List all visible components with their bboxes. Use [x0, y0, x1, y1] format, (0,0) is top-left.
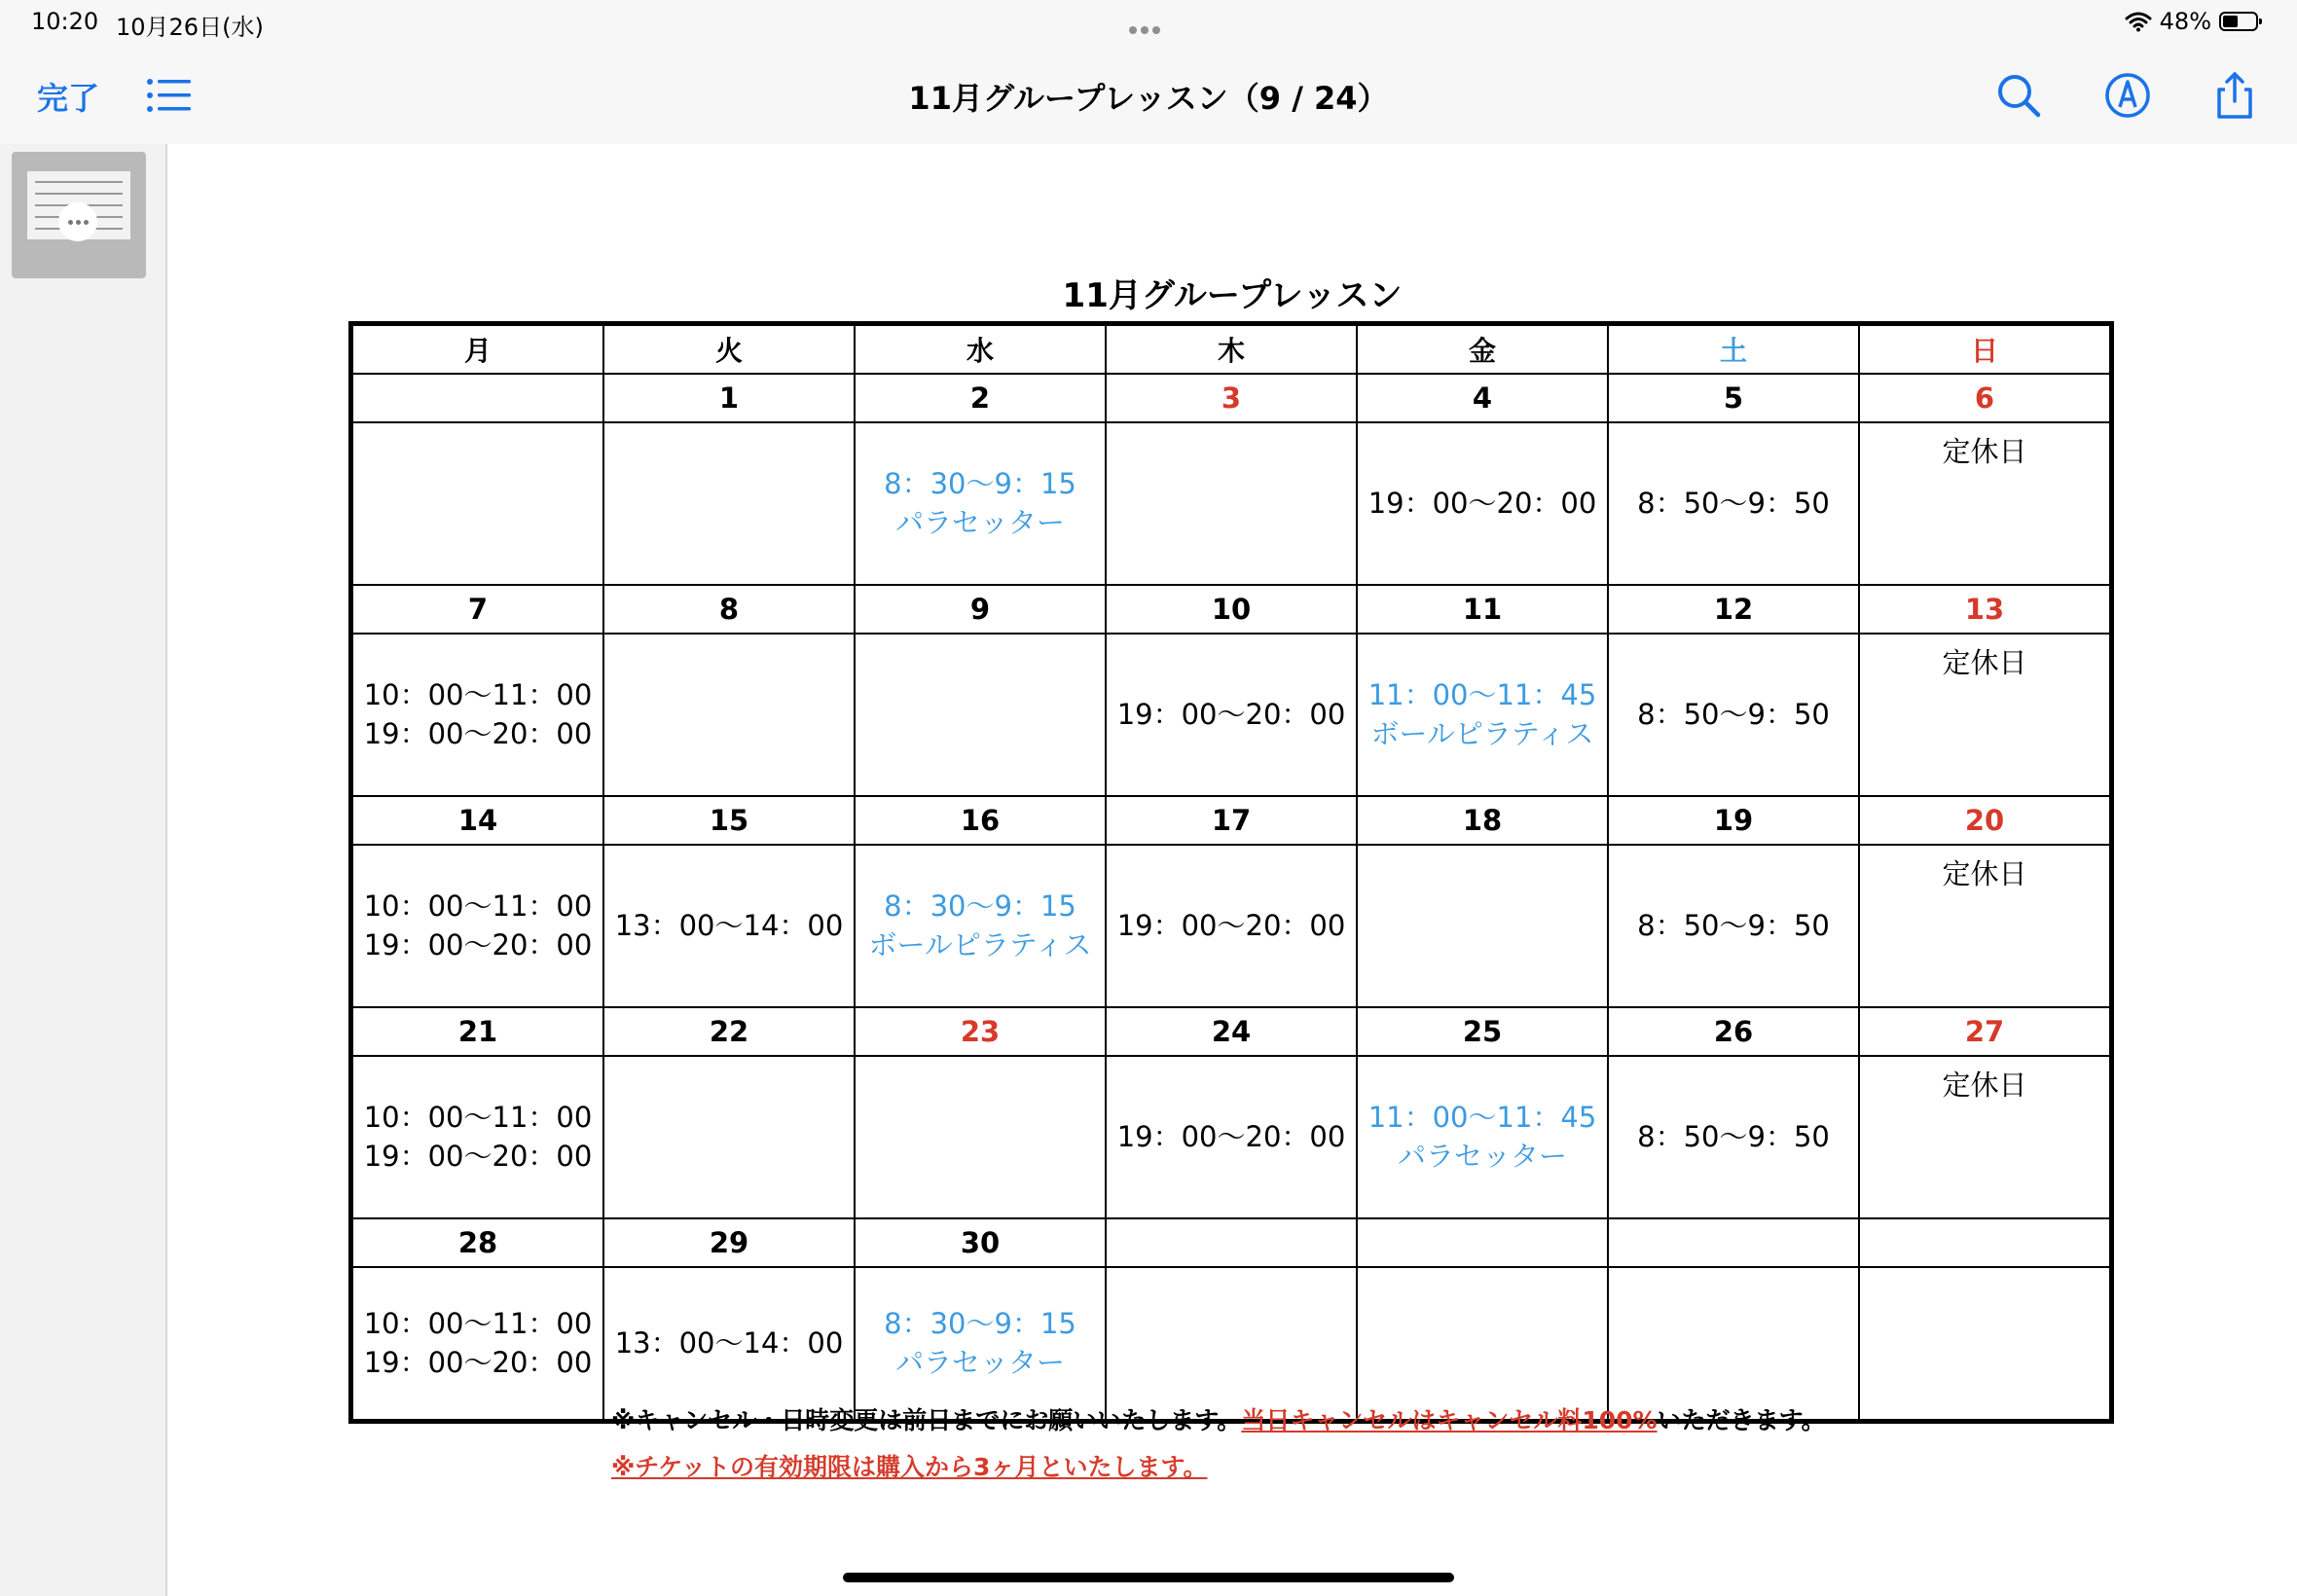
date-number — [1859, 1218, 2112, 1267]
lesson-cell: 8：50〜9：50 — [1608, 422, 1859, 585]
lesson-cell — [603, 634, 855, 796]
ticket-expiry-note: ※チケットの有効期限は購入から3ヶ月といたします。 — [611, 1453, 1208, 1481]
date-number: 29 — [603, 1218, 855, 1267]
lesson-cell: 19：00〜20：00 — [1357, 422, 1608, 585]
lesson-cell — [1106, 1267, 1357, 1422]
date-number: 6 — [1859, 374, 2112, 422]
lesson-cell: 11：00〜11：45 ボールピラティス — [1357, 634, 1608, 796]
battery-percent: 48% — [2159, 8, 2211, 35]
thumbnail-sidebar — [0, 144, 167, 1596]
lesson-cell: 19：00〜20：00 — [1106, 845, 1357, 1007]
battery-icon — [2219, 12, 2258, 31]
date-number — [351, 374, 604, 422]
date-row — [351, 796, 2112, 845]
date-number: 22 — [603, 1007, 855, 1056]
more-options-icon[interactable] — [58, 202, 97, 241]
status-right — [2125, 8, 2258, 35]
document-page — [167, 144, 2297, 1596]
lesson-cell: 11：00〜11：45 パラセッター — [1357, 1056, 1608, 1218]
date-number: 14 — [351, 796, 604, 845]
lesson-row — [351, 634, 2112, 796]
lesson-cell: 8：50〜9：50 — [1608, 634, 1859, 796]
date-number: 17 — [1106, 796, 1357, 845]
lesson-cell: 10：00〜11：00 19：00〜20：00 — [351, 845, 604, 1007]
calendar-title: 11月グループレッスン — [1062, 276, 1403, 315]
date-number: 2 — [855, 374, 1106, 422]
page-thumbnail[interactable] — [12, 152, 146, 278]
weekday-header: 金 — [1357, 324, 1608, 375]
date-row — [351, 374, 2112, 422]
lesson-cell — [1608, 1267, 1859, 1422]
date-number: 13 — [1859, 585, 2112, 634]
lesson-cell — [855, 634, 1106, 796]
lesson-cell: 8：50〜9：50 — [1608, 845, 1859, 1007]
lesson-calendar — [348, 321, 2114, 1424]
markup-pen-icon[interactable] — [2100, 68, 2155, 123]
lesson-cell — [603, 422, 855, 585]
date-number: 23 — [855, 1007, 1106, 1056]
home-indicator[interactable] — [843, 1573, 1454, 1582]
lesson-cell — [855, 1056, 1106, 1218]
cancellation-fee-warning: 当日キャンセルはキャンセル料100% — [1241, 1406, 1658, 1434]
weekday-header: 火 — [603, 324, 855, 375]
lesson-row — [351, 1056, 2112, 1218]
date-number: 11 — [1357, 585, 1608, 634]
lesson-cell: 13：00〜14：00 — [603, 845, 855, 1007]
date-number: 18 — [1357, 796, 1608, 845]
date-row — [351, 1007, 2112, 1056]
date-number: 19 — [1608, 796, 1859, 845]
share-icon[interactable] — [2207, 68, 2262, 123]
lesson-cell: 10：00〜11：00 19：00〜20：00 — [351, 1267, 604, 1422]
lesson-cell — [1357, 1267, 1608, 1422]
cancellation-note-suffix: いただきます。 — [1657, 1406, 1826, 1434]
weekday-header: 月 — [351, 324, 604, 375]
toolbar — [0, 49, 2297, 146]
date-number: 25 — [1357, 1007, 1608, 1056]
date-number: 1 — [603, 374, 855, 422]
lesson-cell: 19：00〜20：00 — [1106, 1056, 1357, 1218]
lesson-cell: 10：00〜11：00 19：00〜20：00 — [351, 634, 604, 796]
date-number: 15 — [603, 796, 855, 845]
closed-day-cell: 定休日 — [1859, 845, 2112, 1007]
date-number: 26 — [1608, 1007, 1859, 1056]
closed-day-cell: 定休日 — [1859, 634, 2112, 796]
list-icon[interactable] — [146, 74, 193, 117]
date-number — [1106, 1218, 1357, 1267]
done-button[interactable]: 完了 — [37, 74, 99, 119]
closed-day-cell: 定休日 — [1859, 422, 2112, 585]
date-row — [351, 585, 2112, 634]
weekday-header: 水 — [855, 324, 1106, 375]
lesson-cell — [351, 422, 604, 585]
status-time: 10:20 — [31, 8, 99, 35]
closed-day-cell: 定休日 — [1859, 1056, 2112, 1218]
lesson-cell — [1357, 845, 1608, 1007]
lesson-row — [351, 422, 2112, 585]
date-number: 16 — [855, 796, 1106, 845]
lesson-cell — [603, 1056, 855, 1218]
weekday-header-sunday: 日 — [1859, 324, 2112, 375]
date-number: 27 — [1859, 1007, 2112, 1056]
lesson-cell — [1106, 422, 1357, 585]
lesson-row — [351, 845, 2112, 1007]
date-number: 24 — [1106, 1007, 1357, 1056]
date-number: 5 — [1608, 374, 1859, 422]
lesson-cell: 8：30〜9：15 パラセッター — [855, 422, 1106, 585]
lesson-cell: 8：30〜9：15 パラセッター — [855, 1267, 1106, 1422]
date-row — [351, 1218, 2112, 1267]
date-number — [1608, 1218, 1859, 1267]
search-icon[interactable] — [1991, 68, 2046, 123]
date-number: 20 — [1859, 796, 2112, 845]
status-bar — [0, 0, 2297, 49]
document-title: 11月グループレッスン（9 / 24） — [908, 80, 1389, 117]
date-number: 10 — [1106, 585, 1357, 634]
multitasking-dots-icon[interactable] — [1127, 19, 1162, 38]
date-number: 4 — [1357, 374, 1608, 422]
status-date: 10月26日(水) — [116, 14, 264, 41]
lesson-cell: 19：00〜20：00 — [1106, 634, 1357, 796]
weekday-header-row — [351, 324, 2112, 375]
lesson-cell: 8：50〜9：50 — [1608, 1056, 1859, 1218]
date-number — [1357, 1218, 1608, 1267]
weekday-header-saturday: 土 — [1608, 324, 1859, 375]
date-number: 8 — [603, 585, 855, 634]
cancellation-note — [611, 1401, 1826, 1436]
date-number: 12 — [1608, 585, 1859, 634]
lesson-cell — [1859, 1267, 2112, 1422]
wifi-icon — [2125, 11, 2152, 32]
date-number: 9 — [855, 585, 1106, 634]
lesson-cell: 10：00〜11：00 19：00〜20：00 — [351, 1056, 604, 1218]
date-number: 28 — [351, 1218, 604, 1267]
date-number: 3 — [1106, 374, 1357, 422]
lesson-cell: 8：30〜9：15 ボールピラティス — [855, 845, 1106, 1007]
lesson-cell: 13：00〜14：00 — [603, 1267, 855, 1422]
weekday-header: 木 — [1106, 324, 1357, 375]
date-number: 30 — [855, 1218, 1106, 1267]
lesson-row — [351, 1267, 2112, 1422]
date-number: 7 — [351, 585, 604, 634]
date-number: 21 — [351, 1007, 604, 1056]
cancellation-note-text: ※キャンセル・日時変更は前日までにお願いいたします。 — [611, 1406, 1242, 1434]
